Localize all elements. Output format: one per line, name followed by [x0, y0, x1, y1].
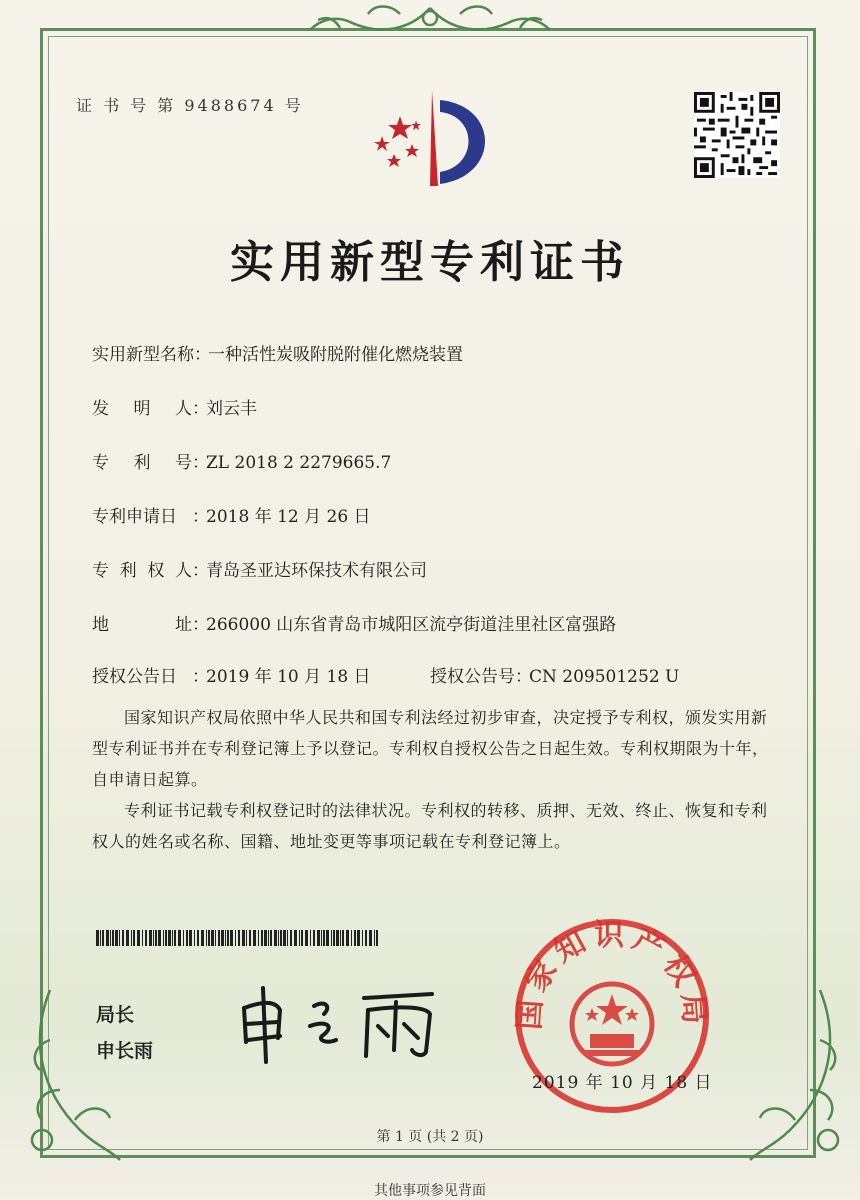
barcode-bar [153, 930, 154, 946]
barcode-bar [174, 930, 176, 946]
barcode-bar [242, 930, 245, 946]
barcode-bar [278, 930, 279, 946]
certificate-number-value: 9488674 [184, 96, 277, 115]
barcode-bar [238, 930, 240, 946]
field-address-value: 266000 山东省青岛市城阳区流亭街道洼里社区富强路 [206, 615, 617, 635]
barcode-bar [340, 930, 341, 946]
field-name-label: 实用新型名称 [92, 345, 194, 365]
field-inventor [92, 394, 257, 419]
barcode-bar [106, 930, 109, 946]
label-char: 址 [175, 615, 192, 635]
barcode-bar [194, 930, 195, 946]
barcode-bar [227, 930, 229, 946]
label-char: 专 [92, 561, 109, 581]
barcode-bar [221, 930, 224, 946]
field-grant-number-value: CN 209501252 U [529, 667, 680, 687]
field-address [92, 610, 616, 635]
director-signature [236, 980, 446, 1065]
barcode-bar [168, 930, 171, 946]
director-name: 申长雨 [96, 1040, 154, 1062]
label-char: 发 [92, 399, 109, 419]
barcode-bar [301, 930, 303, 946]
cnipa-emblem-icon [360, 86, 500, 196]
barcode-bar [268, 930, 269, 946]
barcode-bar [197, 930, 199, 946]
barcode-bar [208, 930, 210, 946]
label-char: 利 [119, 561, 137, 581]
field-grant-number-label: 授权公告号 [430, 667, 515, 687]
label-char: 利 [133, 453, 151, 473]
label-char: 号 [175, 453, 192, 473]
barcode-bar [294, 930, 297, 946]
barcode-bar [102, 930, 104, 946]
barcode-bar [354, 930, 356, 946]
field-patentee [92, 556, 427, 581]
field-filing-date-label: 专利申请日 [92, 507, 177, 527]
barcode-bar [131, 930, 132, 946]
field-utility-model-name [92, 340, 463, 365]
field-name-value: 一种活性炭吸附脱附催化燃烧装置 [208, 345, 463, 365]
field-patent-number-value: ZL 2018 2 2279665.7 [206, 453, 392, 473]
barcode-bar [270, 930, 272, 946]
barcode-bar [149, 930, 152, 946]
field-patentee-value: 青岛圣亚达环保技术有限公司 [206, 561, 427, 581]
barcode-bar [126, 930, 129, 946]
barcode-bar [165, 930, 167, 946]
barcode-bar [163, 930, 164, 946]
barcode-bar [100, 930, 101, 946]
barcode-bar [137, 930, 140, 946]
barcode-bar [186, 930, 188, 946]
barcode-bar [110, 930, 111, 946]
qr-code-icon [694, 92, 780, 178]
barcode-bar [280, 930, 282, 946]
field-patentee-label [92, 556, 192, 581]
field-grant-date-label: 授权公告日 [92, 667, 177, 687]
field-grant-number [430, 662, 679, 687]
top-ornament [290, 0, 570, 48]
barcode-bar [119, 930, 120, 946]
statement-paragraph-1: 国家知识产权局依照中华人民共和国专利法经过初步审查，决定授予专利权，颁发实用新型专利证书并在专利登记簿上予以登记。专利权自授权公告之日起生效。专利权期限为十年，自申请日起算。 [92, 708, 769, 789]
seal-text: 国家知识产权局 [512, 918, 712, 1031]
field-address-label [92, 610, 192, 635]
certificate-number-suffix: 号 [284, 96, 304, 115]
barcode-bar [362, 930, 363, 946]
barcode-bar [357, 930, 360, 946]
field-inventor-label [92, 394, 192, 419]
field-filing-date-value: 2018 年 12 月 26 日 [206, 507, 371, 527]
field-filing-date-colon: ： [192, 507, 209, 527]
barcode-bar [249, 930, 251, 946]
barcode-bar [158, 930, 161, 946]
label-char: 人 [174, 561, 192, 581]
barcode-bar [122, 930, 124, 946]
barcode-bar [264, 930, 267, 946]
barcode-bar [112, 930, 114, 946]
label-char: 权 [147, 561, 165, 581]
back-note: 其他事项参见背面 [374, 1183, 486, 1199]
barcode-bar [376, 930, 378, 946]
barcode-bar [215, 930, 216, 946]
barcode-bar [246, 930, 247, 946]
barcode-bar [310, 930, 311, 946]
label-char: 人 [175, 399, 192, 419]
field-grant-number-colon: ： [515, 667, 532, 687]
barcode-bar [261, 930, 263, 946]
barcode-bar [313, 930, 315, 946]
barcode-bar [374, 930, 375, 946]
director-title: 局长 [96, 1004, 135, 1026]
certificate-title: 实用新型专利证书 [230, 237, 630, 288]
field-address-colon: ： [192, 615, 209, 635]
certificate-number [76, 93, 304, 116]
label-char: 地 [92, 615, 109, 635]
barcode-bar [342, 930, 344, 946]
barcode-bar [189, 930, 192, 946]
barcode-bar [225, 930, 226, 946]
barcode-bar [326, 930, 329, 946]
barcode-bar [230, 930, 233, 946]
label-char: 专 [92, 453, 109, 473]
field-filing-date [92, 502, 371, 527]
barcode-bar [115, 930, 118, 946]
field-patent-number [92, 448, 391, 473]
barcode-bar [235, 930, 236, 946]
field-patent-number-colon: ： [192, 453, 209, 473]
field-patent-number-label [92, 448, 192, 473]
barcode-bar [321, 930, 322, 946]
field-grant-date-colon: ： [192, 667, 209, 687]
barcode-bar [218, 930, 220, 946]
barcode-bar [305, 930, 308, 946]
statement-paragraph-2: 专利证书记载专利权登记时的法律状况。专利权的转移、质押、无效、终止、恢复和专利权人的姓名或名称、国籍、地址变更等事项记载在专利登记簿上。 [92, 801, 768, 851]
barcode-bar [133, 930, 135, 946]
barcode-bar [145, 930, 147, 946]
barcode-bar [253, 930, 256, 946]
barcode-icon [96, 930, 381, 946]
barcode-bar [317, 930, 320, 946]
field-inventor-colon: ： [192, 399, 209, 419]
label-char: 明 [133, 399, 151, 419]
barcode-bar [333, 930, 335, 946]
barcode-bar [283, 930, 286, 946]
barcode-bar [290, 930, 292, 946]
barcode-bar [365, 930, 367, 946]
barcode-bar [274, 930, 277, 946]
page-number: 第 1 页 (共 2 页) [376, 1129, 484, 1145]
barcode-bar [178, 930, 181, 946]
barcode-bar [155, 930, 157, 946]
field-name-colon: ： [194, 345, 211, 365]
barcode-bar [142, 930, 143, 946]
barcode-bar [258, 930, 259, 946]
barcode-bar [211, 930, 214, 946]
field-inventor-value: 刘云丰 [206, 399, 257, 419]
field-patentee-colon: ： [192, 561, 209, 581]
barcode-bar [351, 930, 352, 946]
barcode-bar [346, 930, 349, 946]
field-grant-date [92, 662, 371, 687]
barcode-bar [323, 930, 325, 946]
barcode-bar [336, 930, 339, 946]
barcode-bar [172, 930, 173, 946]
barcode-bar [369, 930, 372, 946]
barcode-bar [206, 930, 207, 946]
barcode-bar [183, 930, 184, 946]
field-grant-date-value: 2019 年 10 月 18 日 [206, 667, 371, 687]
barcode-bar [299, 930, 300, 946]
barcode-bar [201, 930, 204, 946]
barcode-bar [287, 930, 288, 946]
barcode-bar [96, 930, 99, 946]
barcode-bar [331, 930, 332, 946]
seal-date: 2019 年 10 月 18 日 [532, 1073, 713, 1093]
certificate-number-label: 证 书 号 第 [76, 96, 177, 115]
